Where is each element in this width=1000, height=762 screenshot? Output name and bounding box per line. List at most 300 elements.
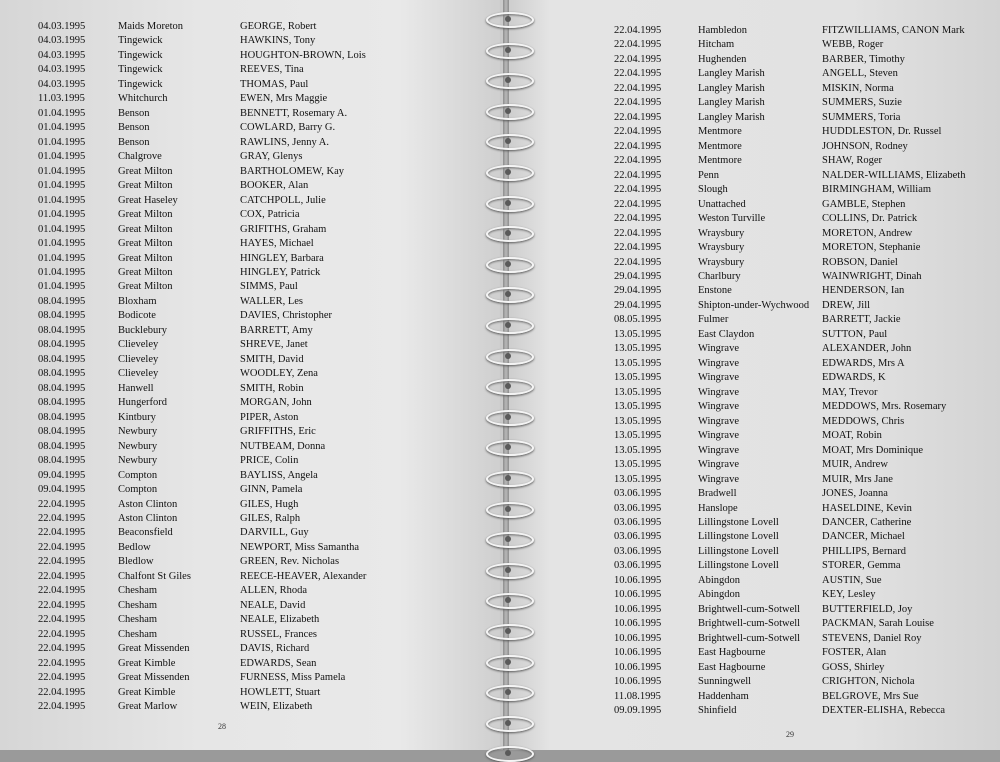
entry-name: PRICE, Colin: [240, 455, 299, 467]
entry-name: WOODLEY, Zena: [240, 368, 318, 380]
binding-ring: [486, 165, 534, 181]
entry-place: Hambledon: [698, 25, 747, 36]
binding-ring: [486, 685, 534, 701]
list-entry-row: [0, 526, 460, 540]
list-entry-row: [0, 469, 460, 483]
entry-place: Sunningwell: [698, 676, 752, 688]
entry-date: 29.04.1995: [614, 299, 662, 311]
entry-place: Lillingstone Lovell: [698, 560, 779, 572]
entry-place: Charlbury: [698, 270, 741, 282]
entry-name: HASELDINE, Kevin: [822, 502, 912, 514]
list-entry-row: [500, 545, 960, 559]
entry-place: Lillingstone Lovell: [698, 545, 779, 557]
entry-date: 08.04.1995: [38, 440, 86, 452]
list-entry-row: [500, 487, 960, 501]
entry-place: Wingrave: [698, 357, 739, 369]
entry-date: 01.04.1995: [38, 238, 86, 250]
entry-name: NEWPORT, Miss Samantha: [240, 541, 360, 553]
entry-date: 08.04.1995: [38, 295, 86, 307]
entry-date: 22.04.1995: [38, 686, 86, 698]
entry-name: ROBSON, Daniel: [822, 256, 898, 268]
list-entry-row: [0, 671, 460, 685]
entry-place: Wingrave: [698, 401, 739, 413]
entry-date: 22.04.1995: [38, 527, 86, 539]
entry-name: HOUGHTON-BROWN, Lois: [240, 49, 366, 61]
list-entry-row: [0, 454, 460, 468]
list-entry-row: [0, 280, 460, 294]
entry-name: DANCER, Catherine: [822, 516, 912, 528]
entry-date: 03.06.1995: [614, 531, 662, 543]
entry-date: 22.04.1995: [614, 53, 662, 65]
list-entry-row: [0, 338, 460, 352]
entry-place: Langley Marish: [698, 68, 765, 80]
entry-name: GEORGE, Robert: [240, 21, 317, 32]
list-entry-row: [0, 194, 460, 208]
entry-place: Bradwell: [698, 488, 737, 500]
entry-name: NALDER-WILLIAMS, Elizabeth: [822, 169, 966, 181]
entry-date: 22.04.1995: [614, 39, 662, 51]
binding-ring: [486, 379, 534, 395]
entry-place: Hungerford: [118, 397, 167, 409]
entry-place: Aston Clinton: [118, 498, 178, 510]
entry-date: 22.04.1995: [614, 25, 662, 36]
entry-name: KEY, Lesley: [822, 589, 876, 601]
entry-place: Wraysbury: [698, 256, 745, 268]
entry-name: EDWARDS, K: [822, 372, 886, 384]
entry-name: GINN, Pamela: [240, 484, 303, 496]
entry-place: Aston Clinton: [118, 512, 178, 524]
binding-ring: [486, 349, 534, 365]
list-entry-row: [0, 642, 460, 656]
entry-place: Wingrave: [698, 444, 739, 456]
entry-date: 13.05.1995: [614, 357, 662, 369]
entry-place: Chesham: [118, 614, 158, 626]
list-entry-row: [0, 541, 460, 555]
list-entry-row: [500, 530, 960, 544]
list-entry-row: [500, 502, 960, 516]
list-entry-row: [500, 516, 960, 530]
entry-date: 10.06.1995: [614, 603, 662, 615]
binding-ring: [486, 196, 534, 212]
entry-place: Great Missenden: [118, 643, 190, 655]
entry-name: ALEXANDER, John: [822, 343, 912, 355]
binding-ring: [486, 502, 534, 518]
entry-date: 01.04.1995: [38, 266, 86, 278]
entry-name: EDWARDS, Sean: [240, 657, 317, 669]
list-entry-row: [500, 386, 960, 400]
list-entry-row: [0, 63, 460, 77]
list-entry-row: [0, 686, 460, 700]
entry-date: 22.04.1995: [38, 599, 86, 611]
binding-ring: [486, 593, 534, 609]
entry-name: GOSS, Shirley: [822, 661, 885, 673]
entry-name: BARRETT, Jackie: [822, 314, 901, 326]
binding-ring: [486, 73, 534, 89]
entry-name: DREW, Jill: [822, 299, 871, 311]
entry-name: HAYES, Michael: [240, 238, 314, 250]
entry-name: GILES, Ralph: [240, 512, 301, 524]
entry-name: MORETON, Andrew: [822, 227, 913, 239]
spiral-binding: [478, 0, 538, 750]
entry-date: 22.04.1995: [614, 155, 662, 167]
list-entry-row: [500, 183, 960, 197]
list-entry-row: [500, 154, 960, 168]
list-entry-row: [0, 700, 460, 714]
list-entry-row: [500, 646, 960, 660]
list-entry-row: [500, 284, 960, 298]
entry-place: Great Kimble: [118, 686, 176, 698]
list-entry-row: [500, 96, 960, 110]
list-entry-row: [0, 367, 460, 381]
entry-date: 22.04.1995: [38, 628, 86, 640]
entry-place: Bucklebury: [118, 324, 167, 336]
entry-date: 01.04.1995: [38, 136, 86, 148]
entry-date: 22.04.1995: [38, 672, 86, 684]
entry-date: 22.04.1995: [614, 256, 662, 268]
entry-date: 04.03.1995: [38, 64, 86, 76]
entry-name: MISKIN, Norma: [822, 82, 894, 94]
entry-name: FITZWILLIAMS, CANON Mark: [822, 25, 965, 36]
entry-name: BAYLISS, Angela: [240, 469, 318, 481]
entry-place: Wingrave: [698, 473, 739, 485]
binding-ring: [486, 257, 534, 273]
entry-place: Maids Moreton: [118, 21, 184, 32]
entry-date: 13.05.1995: [614, 401, 662, 413]
entry-date: 13.05.1995: [614, 386, 662, 398]
list-entry-row: [0, 657, 460, 671]
entry-date: 08.04.1995: [38, 397, 86, 409]
list-entry-row: [500, 675, 960, 689]
entry-place: Great Milton: [118, 209, 173, 221]
entry-name: COX, Patricia: [240, 209, 300, 221]
entry-place: Langley Marish: [698, 82, 765, 94]
list-entry-row: [500, 574, 960, 588]
entry-name: THOMAS, Paul: [240, 78, 309, 90]
entry-name: GRIFITHS, Graham: [240, 223, 327, 235]
entry-name: FOSTER, Alan: [822, 647, 887, 659]
entry-date: 22.04.1995: [614, 242, 662, 254]
list-entry-row: [0, 295, 460, 309]
entry-name: CATCHPOLL, Julie: [240, 194, 326, 206]
entry-place: Great Milton: [118, 252, 173, 264]
entry-name: HINGLEY, Barbara: [240, 252, 324, 264]
entry-date: 01.04.1995: [38, 209, 86, 221]
entry-date: 10.06.1995: [614, 574, 662, 586]
binding-ring: [486, 12, 534, 28]
entry-date: 10.06.1995: [614, 589, 662, 601]
list-entry-row: [0, 309, 460, 323]
entry-place: Newbury: [118, 440, 158, 452]
entry-name: ANGELL, Steven: [822, 68, 898, 80]
entry-date: 03.06.1995: [614, 516, 662, 528]
entry-date: 10.06.1995: [614, 661, 662, 673]
list-entry-row: [0, 107, 460, 121]
entry-date: 22.04.1995: [614, 126, 662, 138]
entry-place: Clieveley: [118, 353, 159, 365]
entry-name: DAVIES, Christopher: [240, 310, 332, 322]
entry-name: MORETON, Stephanie: [822, 242, 921, 254]
list-entry-row: [500, 198, 960, 212]
entry-name: PHILLIPS, Bernard: [822, 545, 906, 557]
entry-date: 13.05.1995: [614, 415, 662, 427]
entry-place: Langley Marish: [698, 97, 765, 109]
list-entry-row: [500, 704, 960, 718]
list-entry-row: [500, 415, 960, 429]
binding-ring: [486, 716, 534, 732]
entry-name: SMITH, Robin: [240, 382, 304, 394]
entry-name: STEVENS, Daniel Roy: [822, 632, 922, 644]
entry-date: 22.04.1995: [38, 512, 86, 524]
entry-name: BARTHOLOMEW, Kay: [240, 165, 344, 177]
list-entry-row: [0, 440, 460, 454]
entry-date: 08.04.1995: [38, 382, 86, 394]
entry-date: 22.04.1995: [614, 169, 662, 181]
entry-date: 22.04.1995: [38, 643, 86, 655]
list-entry-row: [500, 270, 960, 284]
entry-date: 13.05.1995: [614, 444, 662, 456]
entry-name: PIPER, Aston: [240, 411, 299, 423]
entry-date: 13.05.1995: [614, 328, 662, 340]
entry-name: NEALE, Elizabeth: [240, 614, 320, 626]
entry-name: HAWKINS, Tony: [240, 35, 316, 47]
entry-date: 08.04.1995: [38, 324, 86, 336]
entry-name: ALLEN, Rhoda: [240, 585, 308, 597]
list-entry-row: [500, 256, 960, 270]
entry-place: Unattached: [698, 198, 746, 210]
entry-date: 13.05.1995: [614, 430, 662, 442]
list-entry-row: [500, 111, 960, 125]
list-entry-row: [0, 179, 460, 193]
entry-date: 11.03.1995: [38, 93, 85, 105]
entry-place: Bodicote: [118, 310, 156, 322]
entry-date: 22.04.1995: [614, 227, 662, 239]
list-entry-row: [500, 67, 960, 81]
list-entry-row: [0, 165, 460, 179]
entry-name: NEALE, David: [240, 599, 306, 611]
entry-place: Wingrave: [698, 415, 739, 427]
entry-name: GRAY, Glenys: [240, 151, 303, 163]
entry-name: BUTTERFIELD, Joy: [822, 603, 913, 615]
entry-date: 22.04.1995: [614, 111, 662, 123]
entry-place: Lillingstone Lovell: [698, 516, 779, 528]
list-entry-row: [500, 617, 960, 631]
entry-place: Great Milton: [118, 238, 173, 250]
entry-place: East Claydon: [698, 328, 755, 340]
entry-place: Great Missenden: [118, 672, 190, 684]
list-entry-row: [500, 603, 960, 617]
list-entry-row: [500, 212, 960, 226]
list-entry-row: [0, 483, 460, 497]
entry-date: 08.04.1995: [38, 339, 86, 351]
binding-ring: [486, 440, 534, 456]
entry-name: EWEN, Mrs Maggie: [240, 93, 328, 105]
entry-date: 10.06.1995: [614, 676, 662, 688]
list-entry-row: [0, 425, 460, 439]
entry-place: Hanwell: [118, 382, 154, 394]
entry-date: 22.04.1995: [38, 570, 86, 582]
entry-date: 10.06.1995: [614, 618, 662, 630]
entry-name: GRIFFITHS, Eric: [240, 426, 316, 438]
entry-place: Shipton-under-Wychwood: [698, 299, 810, 311]
entry-place: Great Milton: [118, 223, 173, 235]
list-entry-row: [0, 34, 460, 48]
entry-date: 09.09.1995: [614, 705, 662, 717]
list-entry-row: [0, 599, 460, 613]
entry-name: NUTBEAM, Donna: [240, 440, 326, 452]
entry-name: DARVILL, Guy: [240, 527, 309, 539]
list-entry-row: [500, 632, 960, 646]
entry-date: 22.04.1995: [38, 657, 86, 669]
entry-place: Beaconsfield: [118, 527, 173, 539]
entry-date: 22.04.1995: [38, 701, 86, 713]
entry-date: 01.04.1995: [38, 122, 86, 134]
entry-place: Clieveley: [118, 339, 159, 351]
list-entry-row: [0, 570, 460, 584]
entry-place: Wraysbury: [698, 242, 745, 254]
entry-place: Great Haseley: [118, 194, 178, 206]
entry-name: MOAT, Robin: [822, 430, 882, 442]
entry-date: 22.04.1995: [614, 213, 662, 225]
entry-date: 08.04.1995: [38, 411, 86, 423]
entry-date: 22.04.1995: [614, 198, 662, 210]
entry-place: Lillingstone Lovell: [698, 531, 779, 543]
list-entry-row: [500, 328, 960, 342]
binding-ring: [486, 746, 534, 762]
list-entry-row: [500, 38, 960, 52]
entry-date: 08.04.1995: [38, 310, 86, 322]
list-entry-row: [0, 324, 460, 338]
list-entry-row: [0, 252, 460, 266]
list-entry-row: [500, 559, 960, 573]
list-entry-row: [0, 353, 460, 367]
entry-place: Wingrave: [698, 386, 739, 398]
entry-place: East Hagbourne: [698, 647, 766, 659]
entry-place: Fulmer: [698, 314, 729, 326]
page-number-left: 28: [218, 722, 226, 731]
entry-date: 08.04.1995: [38, 455, 86, 467]
binding-ring: [486, 624, 534, 640]
binding-ring: [486, 287, 534, 303]
entry-name: HUDDLESTON, Dr. Russel: [822, 126, 942, 138]
entry-date: 01.04.1995: [38, 223, 86, 235]
entry-date: 13.05.1995: [614, 473, 662, 485]
entry-date: 11.08.1995: [614, 690, 661, 702]
entry-name: HENDERSON, Ian: [822, 285, 905, 297]
binding-ring: [486, 134, 534, 150]
entry-name: CRIGHTON, Nichola: [822, 676, 915, 688]
entry-date: 22.04.1995: [38, 541, 86, 553]
entry-date: 08.04.1995: [38, 426, 86, 438]
entry-place: Hanslope: [698, 502, 738, 514]
entry-name: PACKMAN, Sarah Louise: [822, 618, 934, 630]
entry-place: Tingewick: [118, 35, 163, 47]
left-page: [0, 0, 500, 750]
entry-name: MUIR, Andrew: [822, 459, 888, 471]
list-entry-row: [500, 458, 960, 472]
entry-place: Langley Marish: [698, 111, 765, 123]
entry-place: Slough: [698, 184, 728, 196]
entry-name: BELGROVE, Mrs Sue: [822, 690, 919, 702]
entry-name: REECE-HEAVER, Alexander: [240, 570, 367, 582]
list-entry-row: [0, 266, 460, 280]
list-entry-row: [500, 357, 960, 371]
page-number-right: 29: [786, 730, 794, 739]
entry-place: Benson: [118, 107, 150, 119]
entry-place: Penn: [698, 169, 719, 181]
list-entry-row: [500, 299, 960, 313]
entry-place: Great Marlow: [118, 701, 178, 713]
entry-name: SUMMERS, Toria: [822, 111, 901, 123]
binding-ring: [486, 318, 534, 334]
entry-date: 01.04.1995: [38, 151, 86, 163]
right-page: [500, 0, 1000, 750]
list-entry-row: [0, 150, 460, 164]
entry-place: Benson: [118, 136, 150, 148]
list-entry-row: [0, 613, 460, 627]
entry-place: Haddenham: [698, 690, 749, 702]
entry-place: Newbury: [118, 426, 158, 438]
entry-place: Abingdon: [698, 589, 740, 601]
entry-date: 22.04.1995: [38, 498, 86, 510]
entry-date: 03.06.1995: [614, 488, 662, 500]
list-entry-row: [0, 512, 460, 526]
entry-place: Wingrave: [698, 430, 739, 442]
entry-place: Bloxham: [118, 295, 157, 307]
entry-date: 10.06.1995: [614, 647, 662, 659]
entry-place: Wingrave: [698, 372, 739, 384]
entry-name: SUTTON, Paul: [822, 328, 888, 340]
entry-name: AUSTIN, Sue: [822, 574, 882, 586]
list-entry-row: [500, 169, 966, 183]
entry-place: Tingewick: [118, 64, 163, 76]
list-entry-row: [500, 227, 960, 241]
entry-date: 08.04.1995: [38, 368, 86, 380]
entry-name: GILES, Hugh: [240, 498, 299, 510]
entry-name: EDWARDS, Mrs A: [822, 357, 905, 369]
entry-name: HINGLEY, Patrick: [240, 266, 321, 278]
entry-date: 03.06.1995: [614, 502, 662, 514]
list-entry-row: [0, 396, 460, 410]
entry-place: Brightwell-cum-Sotwell: [698, 618, 801, 630]
entry-place: Abingdon: [698, 574, 740, 586]
entry-place: Great Milton: [118, 165, 173, 177]
entry-name: GAMBLE, Stephen: [822, 198, 906, 210]
entry-place: Wingrave: [698, 459, 739, 471]
list-entry-row: [500, 125, 960, 139]
entry-name: BARRETT, Amy: [240, 324, 313, 336]
entry-date: 22.04.1995: [614, 140, 662, 152]
list-entry-row: [0, 237, 460, 251]
entry-name: JOHNSON, Rodney: [822, 140, 908, 152]
entry-place: Hitcham: [698, 39, 735, 51]
list-entry-row: [0, 628, 460, 642]
entry-place: Brightwell-cum-Sotwell: [698, 603, 801, 615]
entry-name: RAWLINS, Jenny A.: [240, 136, 329, 148]
binding-ring: [486, 43, 534, 59]
entry-date: 04.03.1995: [38, 78, 86, 90]
binding-ring: [486, 655, 534, 671]
list-entry-row: [500, 400, 960, 414]
entry-place: Great Milton: [118, 266, 173, 278]
entry-place: Newbury: [118, 455, 158, 467]
entry-place: Weston Turville: [698, 213, 766, 225]
entry-name: SHREVE, Janet: [240, 339, 308, 351]
list-entry-row: [500, 690, 960, 704]
entry-name: SUMMERS, Suzie: [822, 97, 902, 109]
list-entry-row: [0, 382, 460, 396]
binding-ring: [486, 226, 534, 242]
entry-date: 22.04.1995: [38, 585, 86, 597]
